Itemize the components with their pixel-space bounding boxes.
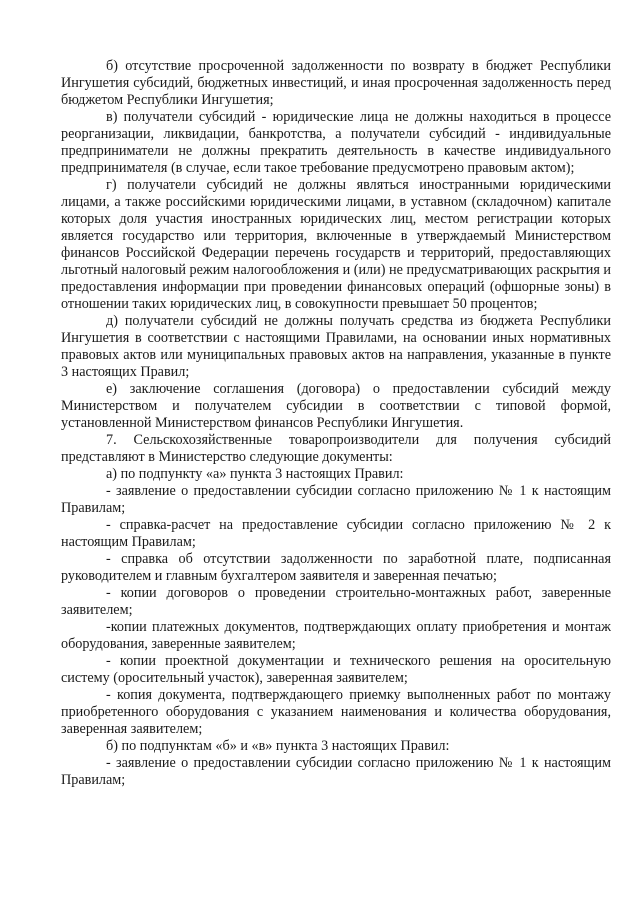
list-item: - заявление о предоставлении субсидии согласно приложению № 1 к настоящим Правилам;: [61, 483, 611, 516]
list-item: -копии платежных документов, подтверждающих оплату приобретения и монтаж оборудования, заверенные заявителем;: [61, 619, 611, 652]
subheading-b-v: б) по подпунктам «б» и «в» пункта 3 настоящих Правил:: [106, 738, 450, 754]
paragraph-7-documents: 7. Сельскохозяйственные товаропроизводители для получения субсидий представляют в Министерство следующие документы:: [61, 432, 611, 465]
list-item: - копия документа, подтверждающего приемку выполненных работ по монтажу приобретенного оборудования с указанием наименования и количества оборудования, заверенная заявителем;: [61, 687, 611, 737]
list-item: - заявление о предоставлении субсидии согласно приложению № 1 к настоящим Правилам;: [61, 755, 611, 788]
paragraph-e-agreement: е) заключение соглашения (договора) о предоставлении субсидий между Министерством и получателем субсидии в соответствии с типовой формой, установленной Министерством финансов Республики Ингушетия.: [61, 381, 611, 431]
subheading-a: а) по подпункту «а» пункта 3 настоящих Правил:: [106, 466, 404, 482]
paragraph-d-no-duplicate-funding: д) получатели субсидий не должны получать средства из бюджета Республики Ингушетия в соответствии с настоящими Правилами, на основании иных нормативных правовых актов или муниципальных правовых актов на направления, указанные в пункте 3 настоящих Правил;: [61, 313, 611, 380]
paragraph-g-no-foreign-entities: г) получатели субсидий не должны являться иностранными юридическими лицами, а также российскими юридическими лицами, в уставном (складочном) капитале которых доля участия иностранных юридических лиц, местом регистрации которых является государство или территория, включенные в утверждаемый Министерством финансов Российской Федерации перечень государств и территорий, предоставляющих льготный налоговый режим налогообложения и (или) не предусматривающих раскрытия и предоставления информации при проведении финансовых операций (офшорные зоны) в отношении таких юридических лиц, в совокупности превышает 50 процентов;: [61, 177, 611, 312]
paragraph-v-no-reorganization: в) получатели субсидий - юридические лица не должны находиться в процессе реорганизации, ликвидации, банкротства, а получатели субсидий - индивидуальные предприниматели не должны прекратить деятельность в качестве индивидуального предпринимателя (в случае, если такое требование предусмотрено правовым актом);: [61, 109, 611, 176]
list-item: - копии проектной документации и технического решения на оросительную систему (оросительный участок), заверенная заявителем;: [61, 653, 611, 686]
list-item: - копии договоров о проведении строительно-монтажных работ, заверенные заявителем;: [61, 585, 611, 618]
document-page: [61, 58, 611, 789]
list-item: - справка об отсутствии задолженности по заработной плате, подписанная руководителем и главным бухгалтером заявителя и заверенная печатью;: [61, 551, 611, 584]
paragraph-b-no-debt: б) отсутствие просроченной задолженности по возврату в бюджет Республики Ингушетия субсидий, бюджетных инвестиций, и иная просроченная задолженность перед бюджетом Республики Ингушетия;: [61, 58, 611, 108]
list-item: - справка-расчет на предоставление субсидии согласно приложению № 2 к настоящим Правилам;: [61, 517, 611, 550]
